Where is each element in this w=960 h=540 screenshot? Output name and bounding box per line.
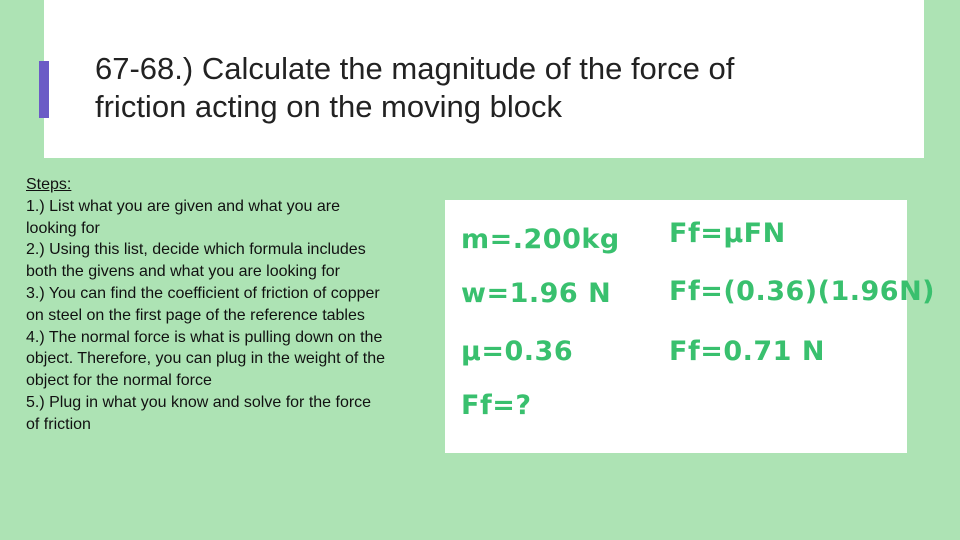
- step-1: 1.) List what you are given and what you are looking for: [26, 197, 340, 237]
- title-line-1: 67-68.) Calculate the magnitude of the force of: [95, 51, 735, 86]
- steps-list: [26, 174, 386, 436]
- given-weight: w=1.96 N: [461, 278, 612, 309]
- step-3: 3.) You can find the coefficient of friction of copper on steel on the first page of the reference tables: [26, 284, 380, 324]
- slide-title: [95, 50, 895, 126]
- step-4: 4.) The normal force is what is pulling down on the object. Therefore, you can plug in the weight of the object for the normal force: [26, 328, 386, 390]
- steps-heading: Steps:: [26, 176, 72, 193]
- friction-result: Ff=0.71 N: [669, 336, 825, 367]
- friction-formula: Ff=μFN: [669, 218, 786, 249]
- title-line-2: friction acting on the moving block: [95, 89, 562, 124]
- friction-substitution: Ff=(0.36)(1.96N): [669, 276, 936, 307]
- given-coefficient: μ=0.36: [461, 336, 574, 367]
- given-mass: m=.200kg: [461, 224, 620, 255]
- step-5: 5.) Plug in what you know and solve for the force of friction: [26, 393, 372, 433]
- accent-bar: [39, 61, 49, 118]
- step-2: 2.) Using this list, decide which formula includes both the givens and what you are looking for: [26, 241, 366, 281]
- worked-solution-panel: [445, 200, 936, 453]
- unknown-friction: Ff=?: [461, 390, 532, 421]
